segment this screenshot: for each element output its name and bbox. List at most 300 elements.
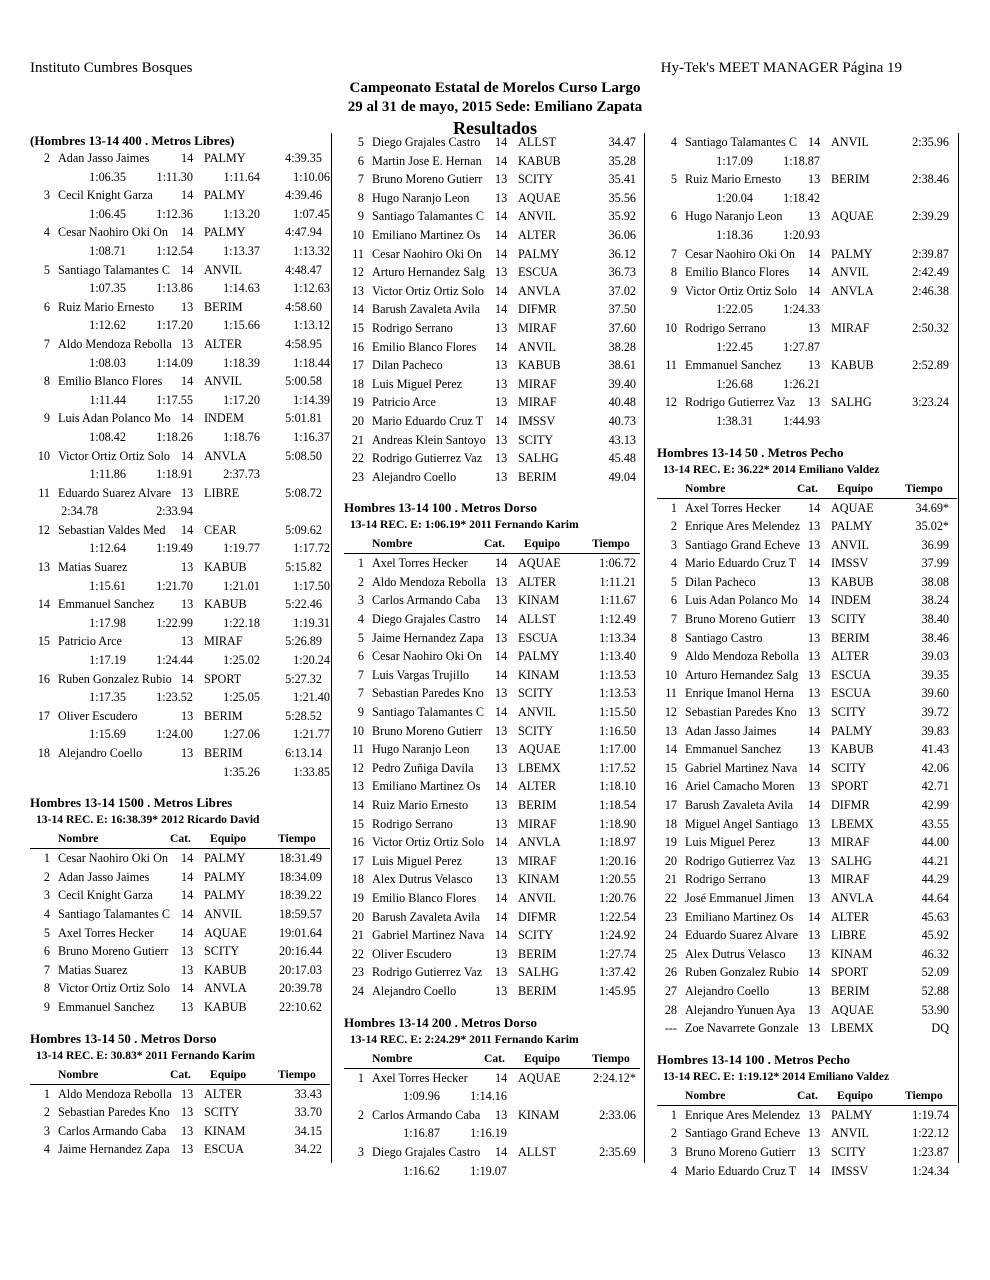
swimmer-name: Emmanuel Sanchez — [58, 999, 155, 1014]
age-category: 13 — [495, 742, 508, 757]
place: 18 — [37, 746, 50, 760]
result-row — [344, 889, 640, 908]
team-code: ALTER — [831, 649, 870, 664]
age-category: 13 — [495, 574, 508, 589]
team-code: BERIM — [204, 299, 243, 314]
split-time: 1:11.86 — [89, 467, 126, 482]
event-title: Hombres 13-14 100 . Metros Dorso — [344, 500, 538, 516]
split-time: 1:18.39 — [223, 355, 260, 370]
place: 2 — [357, 1107, 364, 1122]
swimmer-name: Luis Vargas Trujillo — [372, 667, 470, 682]
split-row — [657, 338, 957, 357]
swimmer-name: Diego Grajales Castro — [372, 135, 481, 149]
age-category: 13 — [808, 612, 821, 627]
team-code: ANVIL — [831, 1126, 869, 1141]
age-category: 13 — [808, 209, 821, 224]
result-row — [344, 815, 640, 834]
place: 23 — [664, 909, 677, 924]
place: 3 — [357, 1144, 364, 1159]
final-time: 53.90 — [921, 1002, 949, 1017]
result-row — [657, 1106, 957, 1125]
place: 3 — [357, 593, 364, 608]
age-category: 14 — [181, 411, 194, 426]
age-category: 13 — [495, 853, 508, 868]
team-code: LIBRE — [204, 485, 240, 500]
swimmer-name: Victor Ortiz Ortiz Solo — [58, 981, 170, 996]
swimmer-name: Barush Zavaleta Avila — [372, 909, 481, 924]
place: 2 — [670, 1126, 677, 1141]
school-name: Instituto Cumbres Bosques — [30, 60, 193, 76]
place: 25 — [664, 946, 677, 961]
result-row — [344, 170, 640, 189]
split-row — [657, 375, 957, 394]
final-time: 1:15.50 — [599, 705, 636, 720]
place: 4 — [670, 135, 677, 149]
software-page-label: Hy-Tek's MEET MANAGER Página 19 — [660, 60, 902, 76]
age-category: 14 — [808, 1163, 821, 1178]
final-time: 37.02 — [608, 283, 636, 298]
final-time: 42.99 — [921, 798, 949, 812]
split-row — [30, 428, 330, 447]
place: 11 — [38, 485, 50, 500]
split-row — [657, 300, 957, 319]
team-code: KABUB — [518, 358, 561, 373]
result-row — [30, 298, 330, 317]
result-row — [30, 905, 330, 924]
section-gap — [30, 781, 330, 789]
split-time: 1:07.35 — [89, 281, 126, 296]
team-code: PALMY — [204, 869, 246, 884]
header-name: Nombre — [58, 1067, 99, 1081]
place: 17 — [351, 853, 364, 868]
place: 28 — [664, 1002, 677, 1017]
header-cat: Cat. — [170, 832, 191, 846]
final-time: 36.73 — [608, 265, 636, 280]
swimmer-name: Oliver Escudero — [58, 708, 138, 723]
age-category: 14 — [495, 835, 508, 850]
place: 1 — [670, 500, 677, 515]
age-category: 13 — [495, 965, 508, 980]
place: 9 — [43, 999, 50, 1014]
place: 14 — [351, 302, 364, 317]
team-code: ESCUA — [518, 265, 558, 280]
swimmer-name: Carlos Armando Caba — [372, 1107, 481, 1122]
team-code: KABUB — [204, 999, 247, 1014]
team-code: ANVLA — [204, 981, 247, 996]
age-category: 13 — [808, 320, 821, 335]
age-category: 14 — [495, 890, 508, 905]
team-code: ALLST — [518, 1144, 556, 1159]
team-code: MIRAF — [831, 835, 870, 850]
age-category: 13 — [808, 1144, 821, 1159]
result-row — [344, 152, 640, 171]
result-row — [344, 554, 640, 573]
split-row — [30, 725, 330, 744]
swimmer-name: Alejandro Coello — [58, 746, 143, 760]
team-code: SCITY — [831, 612, 867, 627]
age-category: 14 — [808, 593, 821, 608]
team-code: MIRAF — [204, 634, 243, 649]
split-time: 1:18.42 — [783, 190, 820, 205]
final-time: 1:24.92 — [599, 928, 636, 943]
result-row — [657, 963, 957, 982]
final-time: 40.73 — [608, 413, 636, 428]
place: 11 — [665, 686, 677, 701]
team-code: AQUAE — [518, 1070, 561, 1085]
age-category: 14 — [495, 153, 508, 168]
split-time: 1:13.37 — [223, 243, 260, 258]
place: 1 — [357, 556, 364, 571]
split-row — [657, 226, 957, 245]
age-category: 14 — [495, 209, 508, 224]
age-category: 13 — [495, 686, 508, 701]
team-code: KABUB — [204, 560, 247, 575]
place: 7 — [43, 962, 50, 977]
split-time: 1:17.09 — [716, 153, 753, 168]
final-time: 35.41 — [608, 172, 636, 187]
final-time: 1:18.90 — [599, 816, 636, 831]
final-time: 18:39.22 — [279, 888, 322, 903]
place: 7 — [670, 612, 677, 627]
swimmer-name: Sebastian Valdes Med — [58, 522, 166, 537]
team-code: PALMY — [518, 649, 560, 664]
team-code: IMSSV — [518, 413, 556, 428]
age-category: 14 — [495, 667, 508, 682]
header-cat: Cat. — [797, 481, 818, 495]
split-time: 1:24.33 — [783, 302, 820, 317]
split-time: 1:33.85 — [293, 764, 330, 779]
final-time: 1:23.87 — [912, 1144, 949, 1159]
final-time: 39.60 — [921, 686, 949, 701]
place: 3 — [670, 537, 677, 552]
age-category: 13 — [808, 928, 821, 943]
place: 9 — [43, 411, 50, 426]
swimmer-name: Axel Torres Hecker — [372, 556, 468, 571]
swimmer-name: Hugo Naranjo Leon — [685, 209, 783, 224]
swimmer-name: Oliver Escudero — [372, 946, 452, 961]
team-code: INDEM — [204, 411, 244, 426]
age-category: 14 — [808, 723, 821, 738]
swimmer-name: Victor Ortiz Ortiz Solo — [58, 448, 170, 463]
team-code: BERIM — [518, 798, 557, 812]
split-row — [30, 688, 330, 707]
final-time: 44.00 — [921, 835, 949, 850]
age-category: 13 — [495, 190, 508, 205]
split-time: 1:12.62 — [89, 318, 126, 333]
split-time: 1:19.31 — [293, 615, 330, 630]
final-time: 39.83 — [921, 723, 949, 738]
split-time: 1:17.19 — [89, 653, 126, 668]
swimmer-name: Arturo Hernandez Salg — [685, 667, 799, 682]
swimmer-name: Dilan Pacheco — [372, 358, 443, 373]
split-row — [30, 205, 330, 224]
split-time: 1:20.24 — [293, 653, 330, 668]
split-time: 1:16.87 — [403, 1126, 440, 1141]
split-time: 1:19.49 — [156, 541, 193, 556]
place: 18 — [351, 376, 364, 391]
swimmer-name: Mario Eduardo Cruz T — [685, 556, 797, 571]
split-time: 1:20.93 — [783, 227, 820, 242]
age-category: 14 — [808, 283, 821, 298]
section-gap — [344, 1001, 640, 1009]
result-row — [344, 777, 640, 796]
final-time: 45.92 — [921, 928, 949, 943]
place: 10 — [351, 723, 364, 738]
team-code: AQUAE — [518, 190, 561, 205]
team-code: SPORT — [831, 779, 869, 794]
final-time: 4:39.46 — [285, 188, 322, 203]
final-time: 5:15.82 — [285, 560, 322, 575]
place: 1 — [357, 1070, 364, 1085]
swimmer-name: Axel Torres Hecker — [685, 500, 781, 515]
result-row — [344, 796, 640, 815]
team-code: SALHG — [518, 451, 559, 466]
final-time: 5:09.62 — [285, 522, 322, 537]
place: 3 — [43, 888, 50, 903]
split-time: 1:14.39 — [293, 392, 330, 407]
result-row — [344, 870, 640, 889]
split-row — [30, 577, 330, 596]
final-time: 18:31.49 — [279, 851, 322, 866]
place: 27 — [664, 983, 677, 998]
team-code: KABUB — [831, 358, 874, 373]
final-time: 1:22.12 — [912, 1126, 949, 1141]
split-row — [30, 465, 330, 484]
place: 6 — [670, 209, 677, 224]
result-row — [344, 573, 640, 592]
final-time: 1:18.97 — [599, 835, 636, 850]
age-category: 14 — [495, 928, 508, 943]
meet-dates-venue: 29 al 31 de mayo, 2015 Sede: Emiliano Zapata — [347, 99, 643, 115]
swimmer-name: Pedro Zuñiga Davila — [372, 760, 474, 775]
age-category: 13 — [808, 667, 821, 682]
swimmer-name: Gabriel Martinez Nava — [685, 760, 798, 775]
split-time: 1:21.70 — [156, 578, 193, 593]
split-row — [657, 189, 957, 208]
final-time: 1:24.34 — [912, 1163, 949, 1178]
team-code: SALHG — [518, 965, 559, 980]
place: 16 — [37, 671, 50, 686]
final-time: 41.43 — [921, 742, 949, 757]
final-time: 2:42.49 — [912, 265, 949, 280]
swimmer-name: Santiago Talamantes C — [58, 262, 170, 277]
place: 7 — [357, 172, 364, 187]
swimmer-name: Bruno Moreno Gutierr — [372, 723, 483, 738]
result-row — [30, 595, 330, 614]
swimmer-name: Bruno Moreno Gutierr — [685, 1144, 796, 1159]
final-time: 38.28 — [608, 339, 636, 354]
place: 9 — [357, 209, 364, 224]
split-time: 1:22.18 — [223, 615, 260, 630]
team-code: ANVLA — [518, 835, 561, 850]
result-row — [657, 499, 957, 518]
result-row — [30, 223, 330, 242]
result-row — [344, 926, 640, 945]
result-row — [30, 261, 330, 280]
swimmer-name: Adan Jasso Jaimes — [58, 151, 150, 165]
final-time: 39.03 — [921, 649, 949, 664]
split-time: 1:17.20 — [156, 318, 193, 333]
place: 8 — [670, 630, 677, 645]
final-time: 2:35.96 — [912, 135, 949, 149]
swimmer-name: Carlos Armando Caba — [58, 1123, 167, 1138]
result-row — [344, 245, 640, 264]
header-cat: Cat. — [797, 1088, 818, 1102]
place: 7 — [43, 336, 50, 351]
final-time: 19:01.64 — [279, 925, 322, 940]
split-time: 1:13.20 — [223, 206, 260, 221]
age-category: 13 — [181, 999, 194, 1014]
event-title: Hombres 13-14 50 . Metros Dorso — [30, 1030, 217, 1046]
result-row — [657, 629, 957, 648]
place: 9 — [670, 649, 677, 664]
split-time: 1:13.32 — [293, 243, 330, 258]
split-time: 1:17.35 — [89, 690, 126, 705]
team-code: AQUAE — [831, 1002, 874, 1017]
final-time: 5:00.58 — [285, 374, 322, 389]
result-row — [30, 1122, 330, 1141]
swimmer-name: Aldo Mendoza Rebolla — [372, 574, 486, 589]
result-row — [30, 521, 330, 540]
final-time: 22:10.62 — [279, 999, 322, 1014]
swimmer-name: Jaime Hernandez Zapa — [372, 630, 484, 645]
team-code: KINAM — [518, 872, 560, 887]
swimmer-name: Rodrigo Serrano — [685, 320, 766, 335]
team-code: ESCUA — [831, 686, 871, 701]
swimmer-name: Eduardo Suarez Alvare — [58, 485, 172, 500]
result-row — [344, 189, 640, 208]
swimmer-name: Cesar Naohiro Oki On — [685, 246, 796, 261]
place: 10 — [664, 320, 677, 335]
split-row — [30, 539, 330, 558]
split-time: 1:17.50 — [293, 578, 330, 593]
result-row — [344, 282, 640, 301]
final-time: 34.15 — [294, 1123, 322, 1138]
age-category: 14 — [808, 909, 821, 924]
result-row — [30, 335, 330, 354]
age-category: 13 — [808, 1107, 821, 1122]
place: 5 — [357, 630, 364, 645]
team-code: BERIM — [518, 983, 557, 998]
place: 21 — [664, 872, 677, 887]
header-time: Tiempo — [592, 537, 630, 551]
age-category: 14 — [495, 302, 508, 317]
final-time: 6:13.14 — [285, 746, 322, 760]
swimmer-name: Jaime Hernandez Zapa — [58, 1142, 170, 1157]
header-cat: Cat. — [484, 537, 505, 551]
results-heading: Resultados — [452, 118, 537, 138]
age-category: 14 — [181, 151, 194, 165]
result-row — [30, 558, 330, 577]
split-time: 1:19.07 — [470, 1163, 507, 1178]
final-time: 44.64 — [921, 890, 949, 905]
swimmer-name: Rodrigo Serrano — [685, 872, 766, 887]
age-category: 14 — [495, 339, 508, 354]
split-time: 1:17.55 — [156, 392, 193, 407]
final-time: 35.28 — [608, 153, 636, 168]
team-code: SCITY — [518, 172, 554, 187]
team-code: SCITY — [204, 944, 240, 959]
team-code: LIBRE — [831, 928, 867, 943]
age-category: 13 — [181, 1086, 194, 1101]
final-time: 2:52.89 — [912, 358, 949, 373]
age-category: 13 — [808, 835, 821, 850]
place: 7 — [357, 667, 364, 682]
age-category: 13 — [808, 537, 821, 552]
age-category: 14 — [181, 522, 194, 537]
result-row — [344, 852, 640, 871]
result-row — [657, 833, 957, 852]
split-time: 1:06.45 — [89, 206, 126, 221]
place: 22 — [351, 946, 364, 961]
team-code: DIFMR — [831, 798, 870, 812]
split-row — [30, 316, 330, 335]
age-category: 13 — [495, 376, 508, 391]
result-row — [344, 591, 640, 610]
swimmer-name: Carlos Armando Caba — [372, 593, 481, 608]
result-row — [344, 319, 640, 338]
place: 15 — [664, 760, 677, 775]
age-category: 13 — [495, 723, 508, 738]
swimmer-name: Aldo Mendoza Rebolla — [58, 336, 172, 351]
swimmer-name: Emiliano Martinez Os — [685, 909, 794, 924]
team-code: ALTER — [518, 227, 557, 242]
split-time: 1:11.64 — [223, 169, 260, 184]
header-cat: Cat. — [484, 1051, 505, 1065]
team-code: PALMY — [204, 225, 246, 240]
swimmer-name: Luis Miguel Perez — [685, 835, 776, 850]
age-category: 13 — [181, 485, 194, 500]
age-category: 13 — [808, 395, 821, 410]
result-row — [344, 945, 640, 964]
header-team: Equipo — [210, 832, 247, 846]
age-category: 14 — [181, 851, 194, 866]
split-row — [657, 412, 957, 431]
swimmer-name: Sebastian Paredes Kno — [58, 1105, 170, 1120]
record-line: 13-14 REC. E: 1:19.12* 2014 Emiliano Valdez — [663, 1069, 890, 1083]
meet-title: Campeonato Estatal de Morelos Curso Largo — [349, 80, 641, 96]
team-code: PALMY — [831, 723, 873, 738]
final-time: 5:01.81 — [285, 411, 322, 426]
swimmer-name: Adan Jasso Jaimes — [685, 723, 777, 738]
result-row — [657, 319, 957, 338]
result-row — [657, 647, 957, 666]
team-code: SCITY — [831, 760, 867, 775]
team-code: INDEM — [831, 593, 871, 608]
split-time: 1:18.44 — [293, 355, 330, 370]
swimmer-name: Alejandro Yunuen Aya — [685, 1002, 796, 1017]
final-time: 52.88 — [921, 983, 949, 998]
age-category: 14 — [495, 283, 508, 298]
team-code: SALHG — [831, 853, 872, 868]
team-code: BERIM — [831, 172, 870, 187]
result-row — [30, 998, 330, 1017]
final-time: 4:47.94 — [285, 225, 322, 240]
age-category: 13 — [495, 1107, 508, 1122]
team-code: SCITY — [518, 686, 554, 701]
result-row — [344, 703, 640, 722]
team-code: ANVLA — [831, 283, 874, 298]
split-time: 1:17.98 — [89, 615, 126, 630]
place: 21 — [351, 432, 364, 447]
event-title: Hombres 13-14 100 . Metros Pecho — [657, 1051, 851, 1067]
result-row — [657, 815, 957, 834]
split-time: 1:23.52 — [156, 690, 193, 705]
result-row — [344, 666, 640, 685]
results-column-1 — [30, 133, 330, 1159]
record-line: 13-14 REC. E: 16:38.39* 2012 Ricardo David — [36, 813, 260, 827]
final-time: 1:20.16 — [599, 853, 636, 868]
